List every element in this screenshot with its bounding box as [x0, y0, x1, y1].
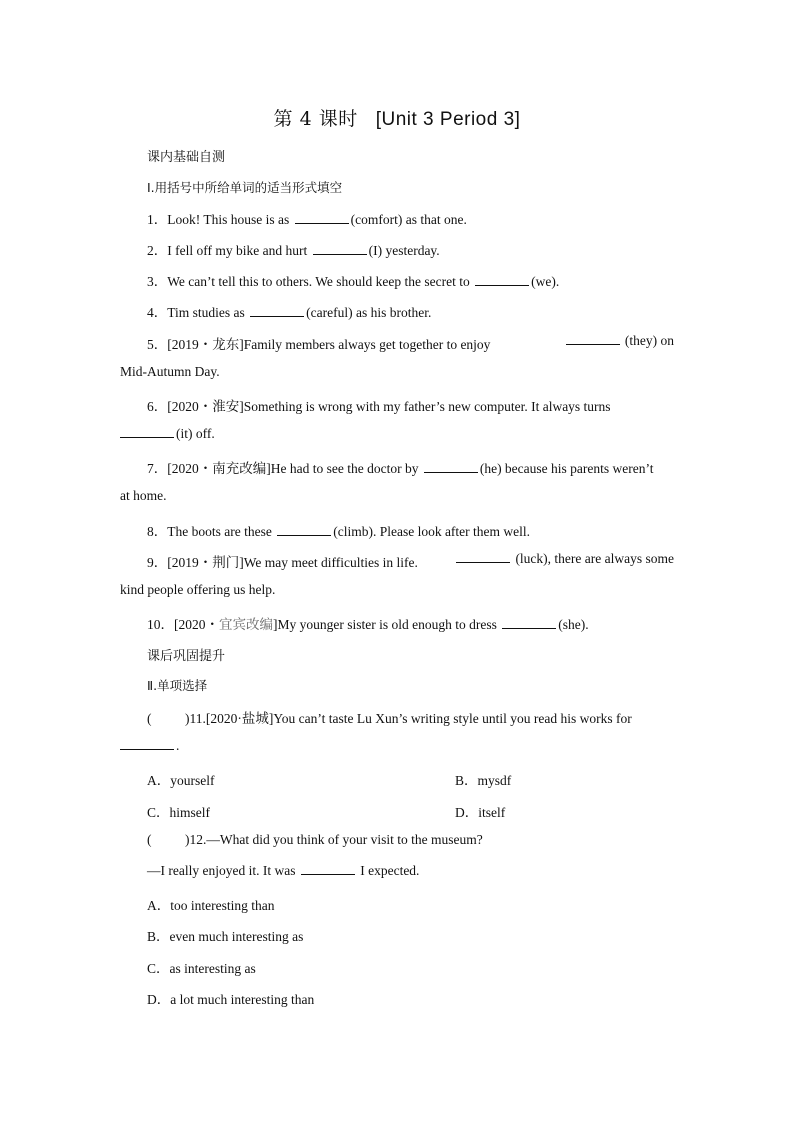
section-in-class: 课内基础自测 [147, 150, 226, 165]
title-lesson: 第 4 课时 [273, 108, 358, 130]
q12-option-c: C．as interesting as [147, 961, 256, 976]
question-4: 4．Tim studies as (careful) as his brother. [147, 305, 432, 320]
answer-paren[interactable]: ( [147, 832, 152, 847]
q11-option-d: D．itself [455, 805, 506, 820]
question-3: 3．We can’t tell this to others. We should keep the secret to (we). [147, 274, 560, 289]
question-6-cont: (it) off. [120, 426, 215, 442]
question-8: 8．The boots are these (climb). Please look after them well. [147, 524, 531, 539]
answer-blank[interactable] [277, 524, 331, 536]
question-10: 10．[2020・宜宾改编]My younger sister is old enough to dress (she). [147, 617, 589, 632]
page-title [0, 104, 794, 131]
part1-heading: Ⅰ.用括号中所给单词的适当形式填空 [147, 180, 343, 195]
question-5: 5．[2019・龙东]Family members always get together to enjoy (they) on [147, 333, 674, 352]
source-note: 宜宾改编 [219, 617, 273, 632]
answer-blank[interactable] [295, 212, 349, 224]
question-5-cont: Mid-Autumn Day. [120, 364, 220, 379]
answer-blank[interactable] [502, 617, 556, 629]
question-2: 2．I fell off my bike and hurt (I) yesterday. [147, 243, 440, 258]
question-7: 7．[2020・南充改编]He had to see the doctor by (he) because his parents weren’t [147, 461, 654, 476]
question-7-cont: at home. [120, 488, 167, 503]
question-11-cont: . [120, 738, 179, 754]
q12-option-b: B．even much interesting as [147, 929, 304, 944]
answer-blank[interactable] [475, 274, 529, 286]
section-after-class: 课后巩固提升 [147, 649, 226, 664]
q12-option-d: D．a lot much interesting than [147, 992, 315, 1007]
q11-option-b: B．mysdf [455, 773, 512, 788]
question-9-cont: kind people offering us help. [120, 582, 276, 597]
title-unit: [Unit 3 Period 3] [375, 109, 521, 130]
part2-heading: Ⅱ.单项选择 [147, 678, 208, 693]
question-12-reply: —I really enjoyed it. It was I expected. [147, 863, 420, 878]
question-9: 9．[2019・荆门]We may meet difficulties in life. (luck), there are always some [147, 551, 674, 570]
answer-blank[interactable] [120, 426, 174, 438]
answer-blank[interactable] [566, 333, 620, 345]
answer-paren[interactable]: ( [147, 711, 152, 726]
question-1: 1．Look! This house is as (comfort) as that one. [147, 212, 467, 227]
answer-blank[interactable] [250, 305, 304, 317]
answer-blank[interactable] [424, 461, 478, 473]
q12-option-a: A．too interesting than [147, 898, 275, 913]
answer-blank[interactable] [120, 738, 174, 750]
question-12: ( )12.—What did you think of your visit to the museum? [147, 832, 483, 847]
answer-blank[interactable] [301, 863, 355, 875]
answer-blank[interactable] [313, 243, 367, 255]
question-11: ( )11.[2020·盐城]You can’t taste Lu Xun’s writing style until you read his works for [147, 711, 632, 726]
question-6: 6．[2020・淮安]Something is wrong with my father’s new computer. It always turns [147, 399, 611, 414]
q11-option-c: C．himself [147, 805, 210, 820]
q11-option-a: A．yourself [147, 773, 215, 788]
answer-blank[interactable] [456, 551, 510, 563]
